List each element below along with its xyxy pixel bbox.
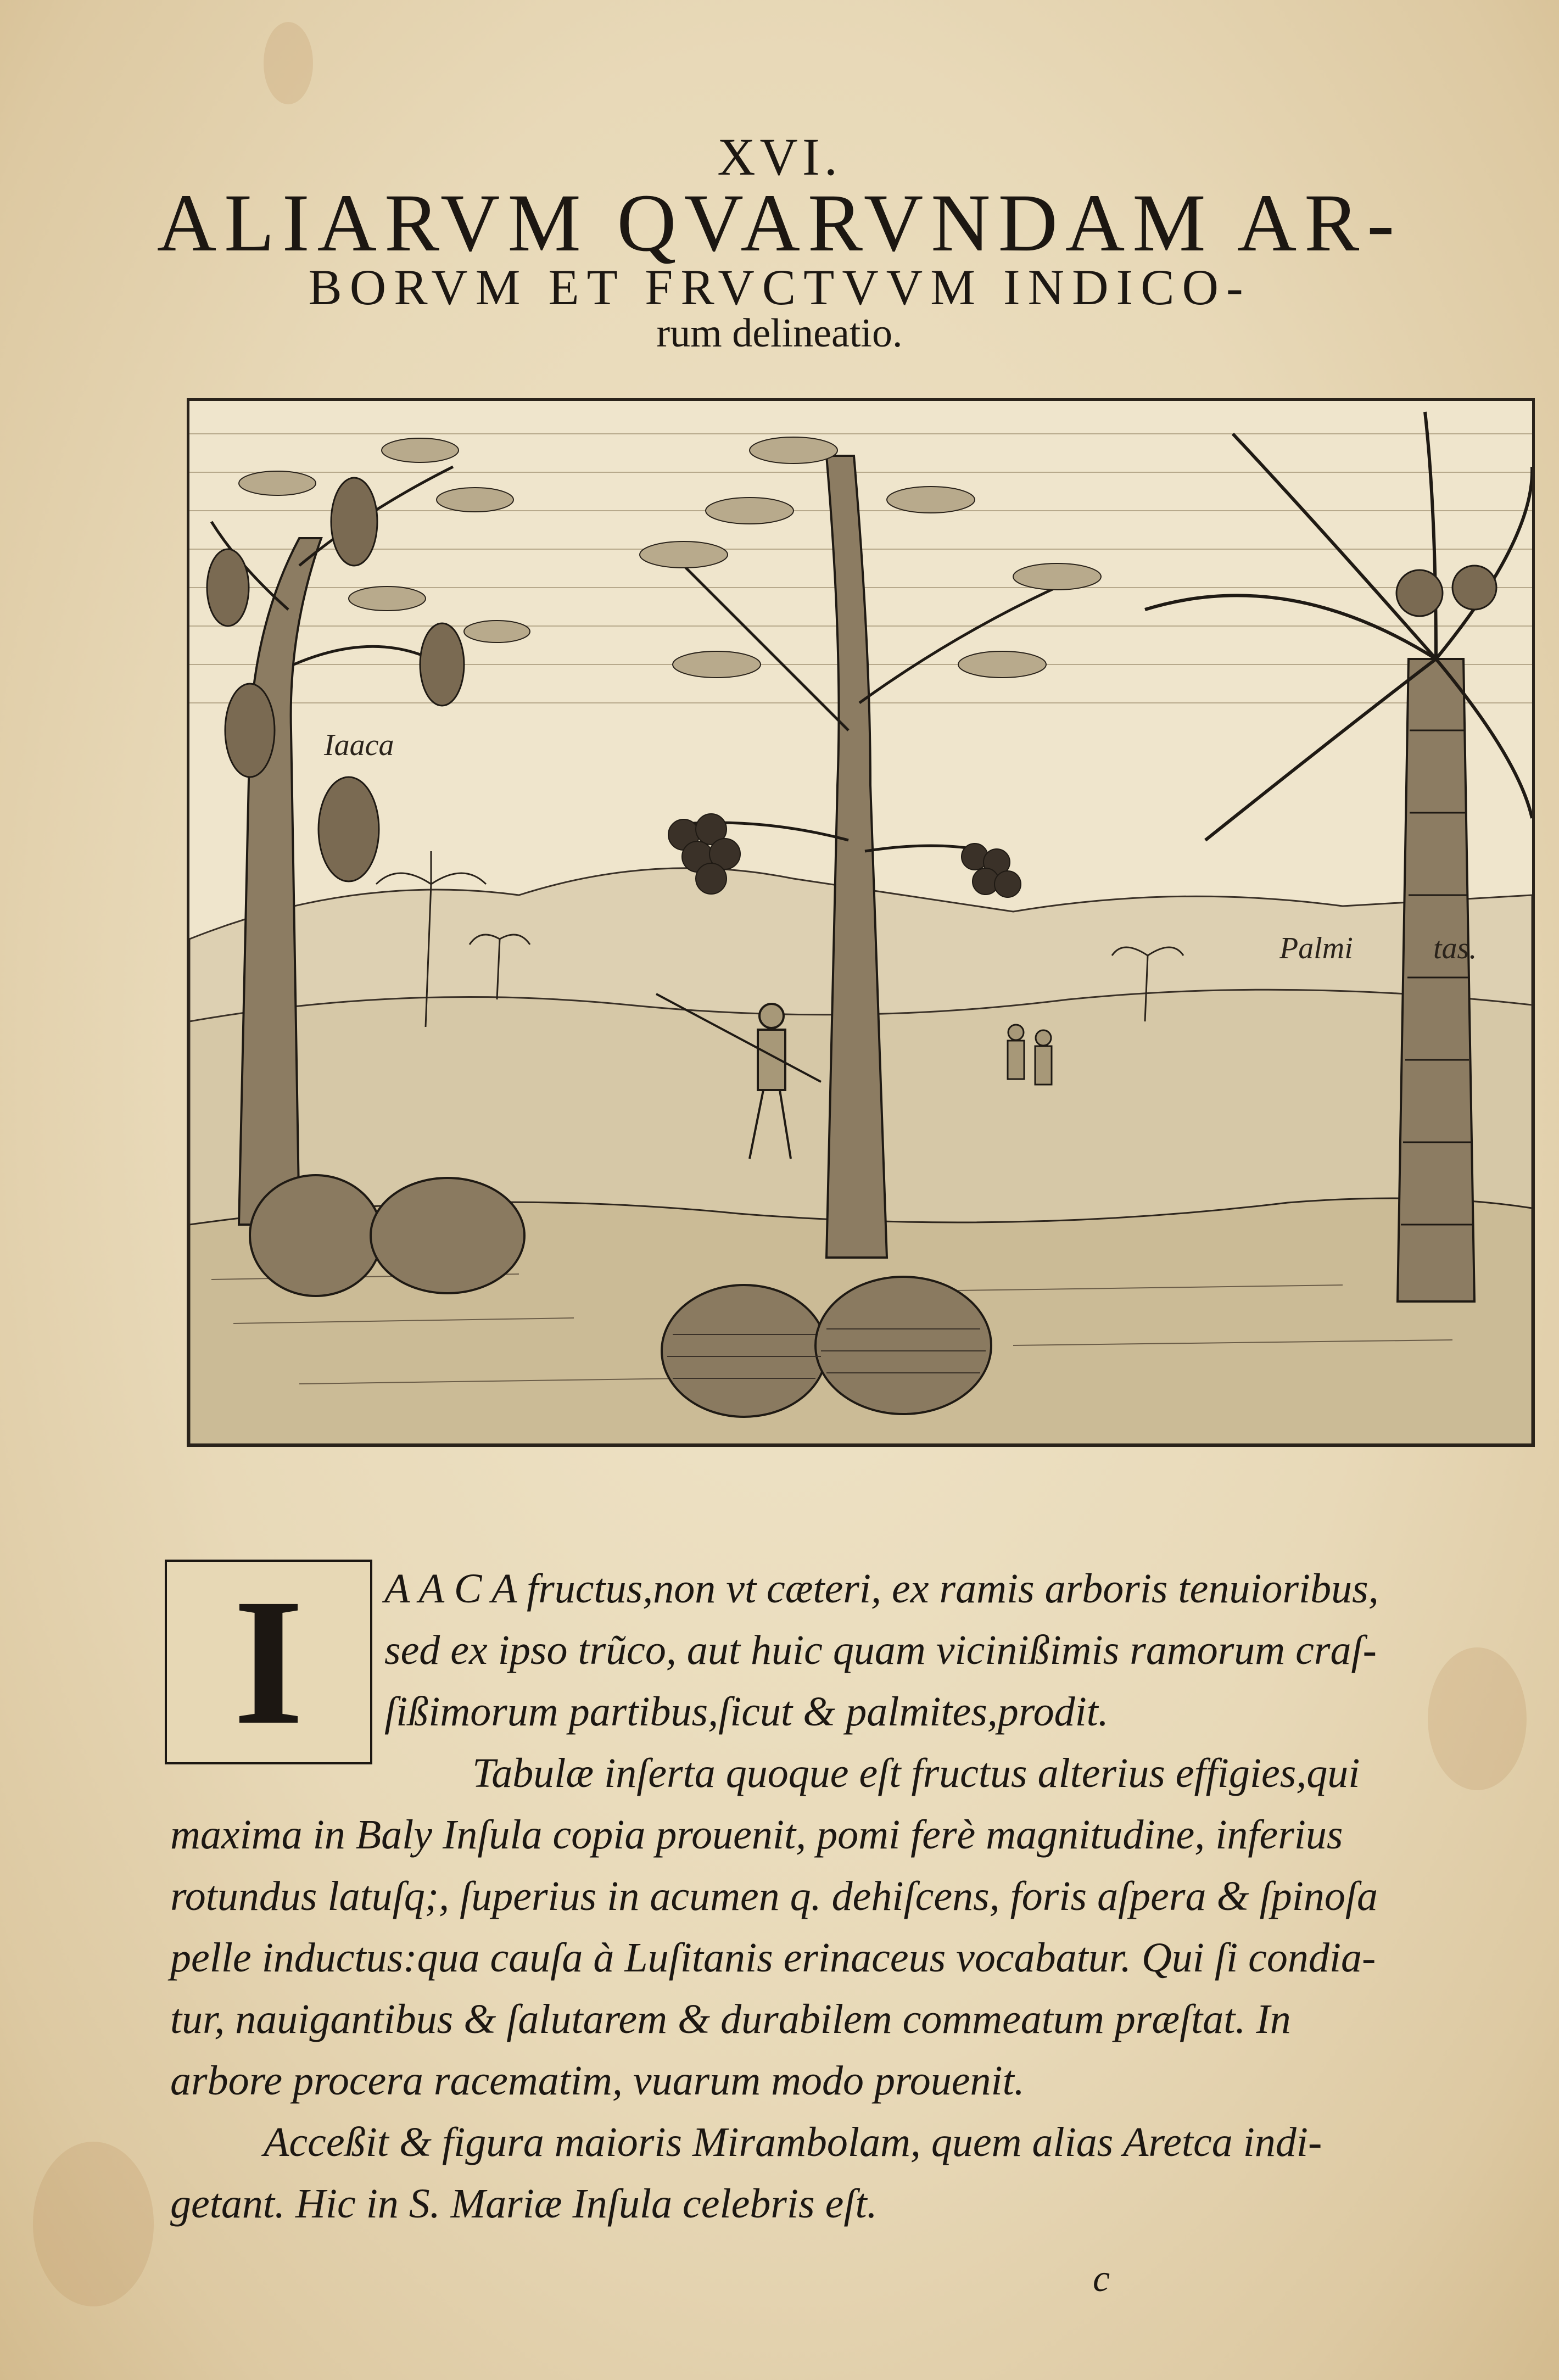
center-tree-branches	[684, 566, 1068, 851]
paper-stain	[264, 22, 313, 104]
center-tree-leaves	[640, 437, 1101, 678]
body-line-6: rotundus latuſq;, ſuperius in acumen q. dehiſcens, foris aſpera & ſpinoſa	[170, 1873, 1378, 1919]
drop-cap-letter: I	[233, 1562, 304, 1762]
body-line-5: maxima in Baly Inſula copia prouenit, pomi ferè magnitudine, inferius	[170, 1812, 1343, 1858]
signature-mark: c	[1093, 2258, 1110, 2300]
page-title-line-3: rum delineatio.	[656, 311, 903, 356]
fruit-cluster-right	[962, 843, 1021, 897]
plate-label-tas: tas.	[1433, 931, 1477, 965]
palm-trunk	[1398, 659, 1474, 1301]
body-line-3: ſißimorum partibus,ſicut & palmites,prodit.	[384, 1689, 1109, 1735]
plate-label-iaaca: Iaaca	[324, 728, 394, 762]
drop-cap	[165, 1560, 372, 1764]
engraving-illustration	[189, 401, 1532, 1444]
body-line-11: getant. Hic in S. Mariæ Inſula celebris eſt.	[170, 2181, 878, 2227]
plate-label-palmi: Palmi	[1279, 931, 1353, 965]
palm-fruits	[1396, 566, 1496, 616]
jackfruit-tree-branches	[211, 467, 453, 664]
chapter-number: XVI.	[717, 127, 842, 186]
page-title-line-1: ALIARVM QVARVNDAM AR-	[157, 177, 1402, 269]
body-line-8: tur, nauigantibus & ſalutarem & durabilem commeatum præſtat. In	[170, 1996, 1291, 2042]
body-line-10: Acceßit & figura maioris Mirambolam, quem alias Aretca indi-	[264, 2119, 1322, 2165]
center-tree-trunk	[826, 456, 887, 1258]
engraving-plate	[187, 398, 1535, 1447]
jackfruit-fruits	[207, 478, 464, 881]
body-line-4: Tabulæ inſerta quoque eſt fructus alterius effigies,qui	[472, 1750, 1360, 1796]
body-line-9: arbore procera racematim, vuarum modo prouenit.	[170, 2058, 1025, 2104]
body-line-7: pelle inductus:qua cauſa à Luſitanis erinaceus vocabatur. Qui ſi condia-	[170, 1935, 1376, 1981]
page-title-line-2: BORVM ET FRVCTVVM INDICO-	[308, 259, 1251, 315]
paper-stain	[33, 2142, 154, 2306]
body-line-1: A A C A fructus,non vt cæteri, ex ramis arboris tenuioribus,	[384, 1566, 1379, 1612]
paper-stain	[1428, 1647, 1527, 1790]
body-line-2: sed ex ipso trũco, aut huic quam vicinißimis ramorum craſ-	[384, 1627, 1377, 1673]
